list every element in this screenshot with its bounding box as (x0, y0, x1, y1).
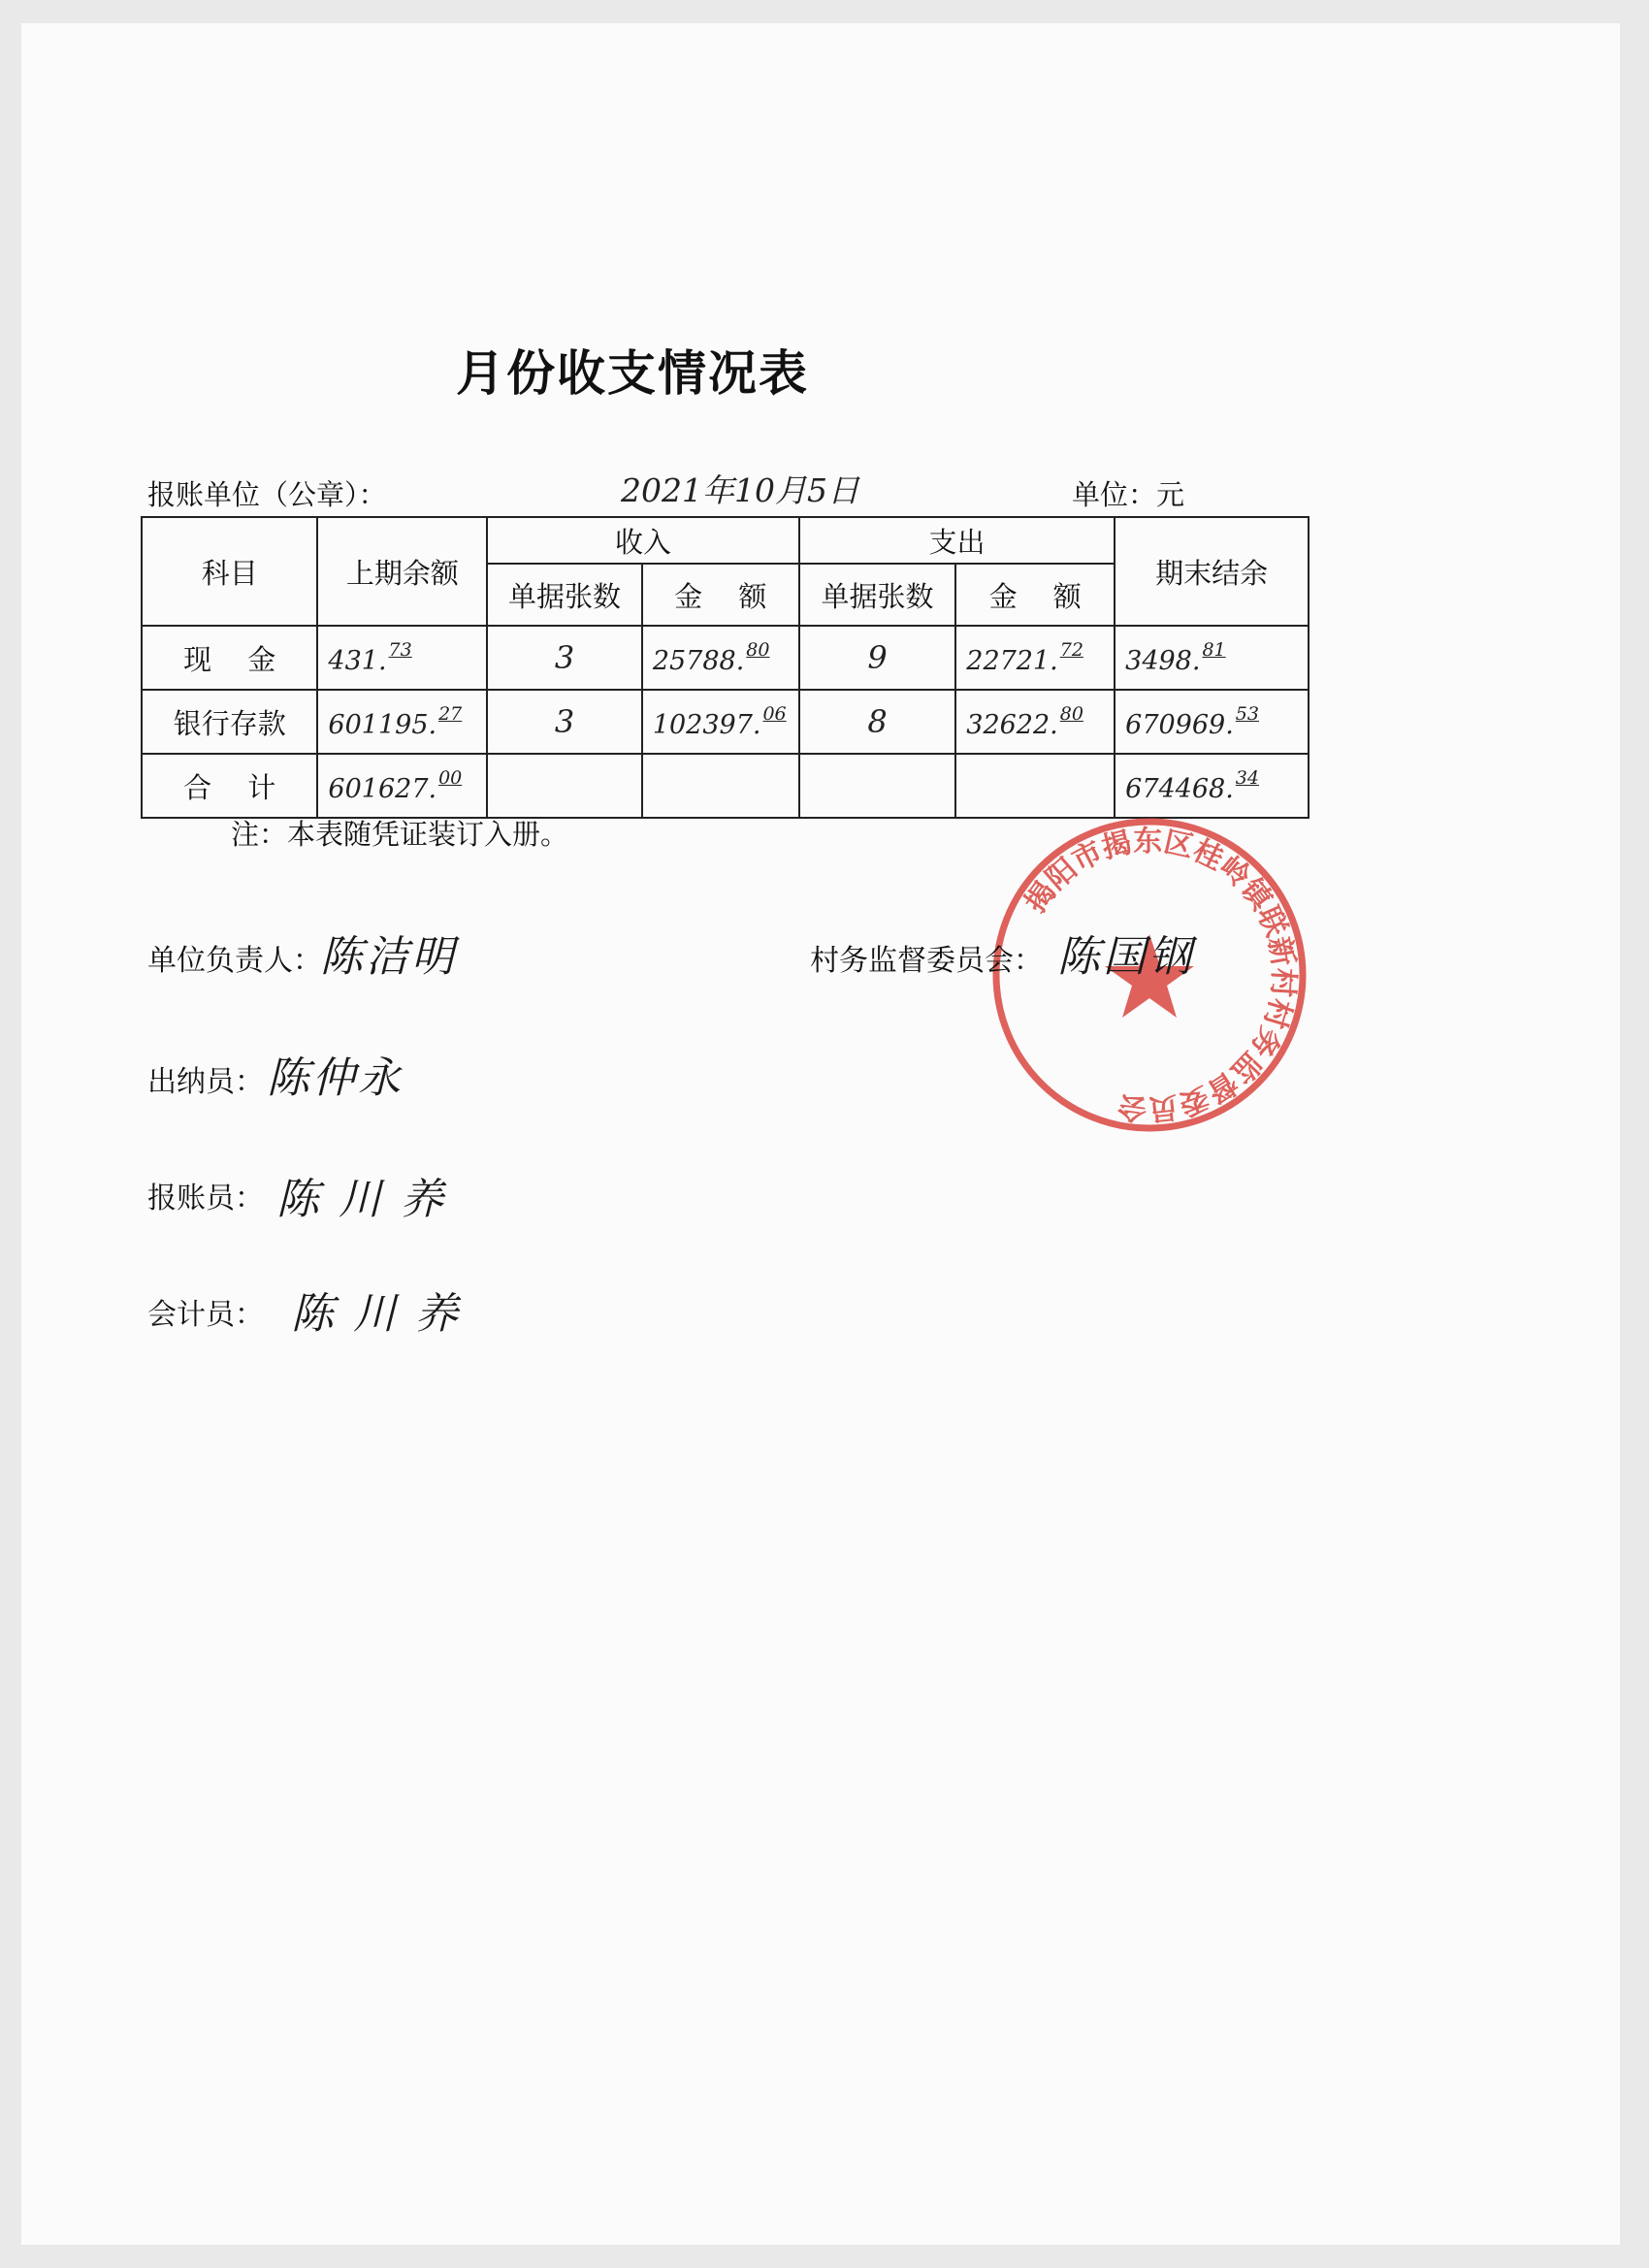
table-row-bank-deposit (142, 690, 1309, 754)
binding-note: 注：本表随凭证装订入册。 (231, 818, 569, 851)
reporter-signature: 陈 川 养 (276, 1175, 446, 1224)
income-amount-cell (642, 626, 799, 690)
header-expense: 支出 (799, 517, 1115, 564)
expense-amount-cell (955, 754, 1115, 818)
header-income-count: 单据张数 (487, 564, 642, 626)
amount-integer: 674468. (1125, 774, 1234, 804)
unit-head-label: 单位负责人： (147, 944, 322, 978)
table-row-total (142, 754, 1309, 818)
currency-unit: 单位：元 (1072, 478, 1185, 511)
expense-amount-cell (955, 690, 1115, 754)
amount-integer: 102397. (652, 710, 761, 740)
header-previous-balance: 上期余额 (317, 517, 487, 626)
ending-balance-cell (1115, 754, 1309, 818)
amount-integer: 32622. (966, 710, 1058, 740)
header-subject: 科目 (142, 517, 317, 626)
report-date: 2021年10月5日 (621, 471, 859, 509)
amount-decimal: 81 (1202, 639, 1226, 661)
row-subject: 现 金 (142, 626, 317, 690)
amount-integer: 25788. (652, 646, 745, 676)
amount-integer: 670969. (1125, 710, 1234, 740)
previous-balance-cell (317, 690, 487, 754)
amount-integer: 22721. (966, 646, 1058, 676)
supervision-committee-label: 村务监督委员会： (810, 944, 1043, 978)
expense-amount-cell (955, 626, 1115, 690)
document-sheet (21, 23, 1620, 2245)
accountant-signature: 陈 川 养 (291, 1289, 461, 1339)
unit-head-signature: 陈洁明 (320, 932, 457, 982)
header-income-amount: 金 额 (642, 564, 799, 626)
amount-integer: 601627. (328, 774, 437, 804)
income-count-cell: 3 (487, 626, 642, 690)
cashier-signature: 陈仲永 (267, 1053, 404, 1103)
income-count-cell: 3 (487, 690, 642, 754)
accountant-label: 会计员： (147, 1298, 264, 1332)
header-expense-amount: 金 额 (955, 564, 1115, 626)
expense-count-cell (799, 754, 956, 818)
document-title: 月份收支情况表 (456, 345, 809, 402)
amount-decimal: 80 (746, 639, 770, 661)
row-subject: 银行存款 (142, 690, 317, 754)
amount-decimal: 06 (762, 703, 787, 725)
reporter-label: 报账员： (147, 1182, 264, 1215)
amount-decimal: 80 (1059, 703, 1083, 725)
expense-count-cell: 9 (799, 626, 956, 690)
amount-decimal: 00 (438, 767, 463, 789)
amount-decimal: 27 (438, 703, 463, 725)
cashier-label: 出纳员： (147, 1065, 264, 1099)
ending-balance-cell (1115, 690, 1309, 754)
amount-decimal: 34 (1235, 767, 1259, 789)
income-count-cell (487, 754, 642, 818)
reporting-unit-label: 报账单位（公章）： (147, 478, 387, 511)
header-ending-balance: 期末结余 (1115, 517, 1309, 626)
row-subject: 合 计 (142, 754, 317, 818)
amount-decimal: 72 (1059, 639, 1083, 661)
income-expense-table (141, 516, 1310, 819)
supervision-committee-signature: 陈国钢 (1057, 932, 1194, 982)
amount-integer: 3498. (1125, 646, 1201, 676)
income-amount-cell (642, 754, 799, 818)
amount-integer: 431. (328, 646, 387, 676)
amount-integer: 601195. (328, 710, 437, 740)
expense-count-cell: 8 (799, 690, 956, 754)
previous-balance-cell (317, 626, 487, 690)
amount-decimal: 53 (1235, 703, 1259, 725)
income-amount-cell (642, 690, 799, 754)
header-expense-count: 单据张数 (799, 564, 956, 626)
previous-balance-cell (317, 754, 487, 818)
amount-decimal: 73 (388, 639, 412, 661)
ending-balance-cell (1115, 626, 1309, 690)
table-row-cash (142, 626, 1309, 690)
table-header-row (142, 517, 1309, 564)
seal-text: 揭阳市揭东区桂岭镇联新村村务监督委员会 (1018, 824, 1301, 1126)
header-income: 收入 (487, 517, 798, 564)
